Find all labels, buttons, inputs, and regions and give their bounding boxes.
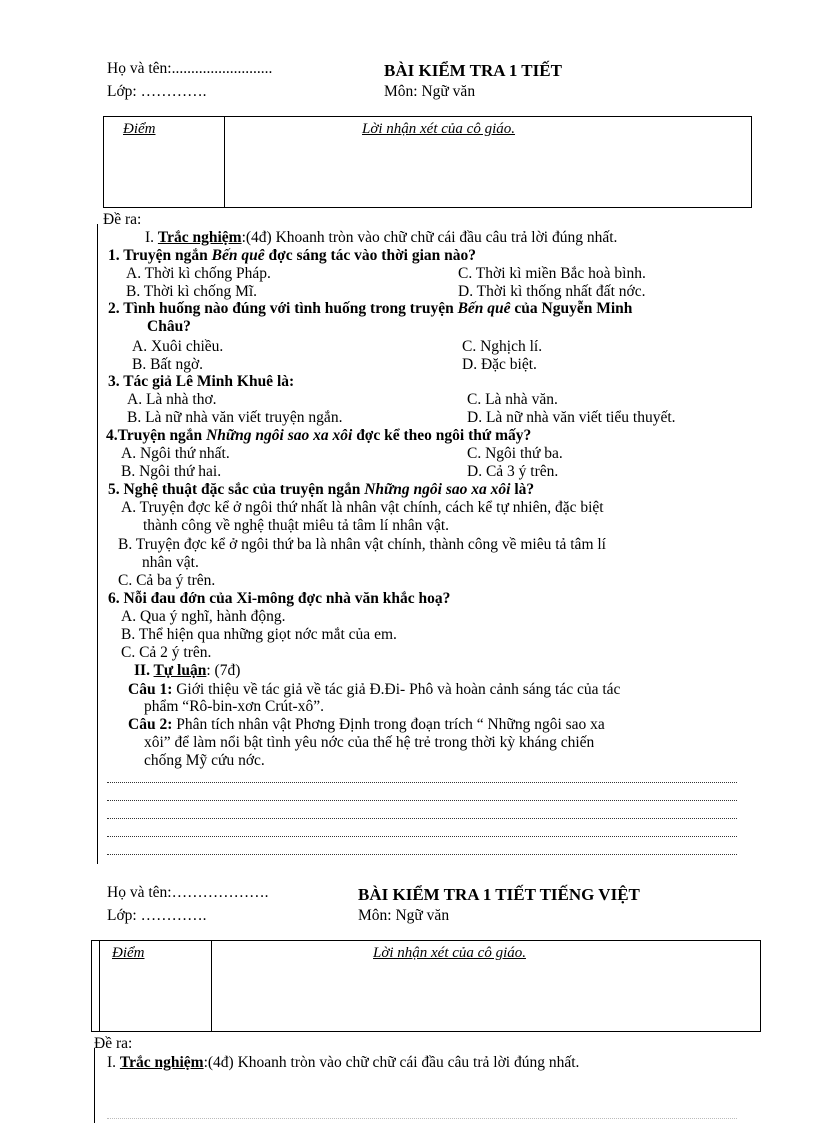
- name-label-2: Họ và tên:: [107, 884, 172, 901]
- essay-question-2-cont: xôi” để làm nổi bật tình yêu nớc của thế hệ trẻ trong thời kỳ kháng chiến: [144, 734, 595, 751]
- q2-option-a[interactable]: A. Xuôi chiều.: [132, 338, 224, 355]
- q5-option-a[interactable]: A. Truyện đợc kể ở ngôi thứ nhất là nhân vật chính, cách kể tự nhiên, đặc biệt: [121, 499, 604, 516]
- comment-header-2: Lời nhận xét của cô giáo.: [373, 945, 526, 961]
- part1-heading: I. Trắc nghiệm:(4đ) Khoanh tròn vào chữ chữ cái đầu câu trả lời đúng nhất.: [145, 229, 618, 246]
- q5-option-b-cont: nhân vật.: [142, 554, 199, 571]
- name-label: Họ và tên:: [107, 60, 172, 77]
- q6-option-c[interactable]: C. Cả 2 ý trên.: [121, 644, 212, 661]
- essay-question-2-cont2: chống Mỹ cứu nớc.: [144, 752, 265, 769]
- answer-line[interactable]: [107, 854, 737, 855]
- q1-option-b[interactable]: B. Thời kì chống Mĩ.: [126, 283, 258, 300]
- faint-line: [107, 1118, 737, 1119]
- name-line: [107, 60, 272, 77]
- de-ra-label: Đề ra:: [103, 211, 142, 228]
- question-2: 2. Tình huống nào đúng với tình huống trong truyện Bến quê của Nguyễn Minh: [108, 300, 633, 317]
- name-dots[interactable]: ..........................: [171, 60, 273, 77]
- q5-option-a-cont: thành công về nghệ thuật miêu tả tâm lí nhân vật.: [143, 517, 450, 534]
- table-divider: [224, 116, 225, 207]
- class-dots-2[interactable]: ………….: [140, 907, 207, 924]
- q6-option-a[interactable]: A. Qua ý nghĩ, hành động.: [121, 608, 286, 625]
- q2-option-d[interactable]: D. Đặc biệt.: [462, 356, 537, 373]
- essay-question-1-cont: phẩm “Rô-bin-xơn Crút-xô”.: [144, 698, 324, 715]
- q3-option-a[interactable]: A. Là nhà thơ.: [127, 391, 217, 408]
- exam-title: BÀI KIỂM TRA 1 TIẾT: [384, 61, 562, 80]
- q4-option-a[interactable]: A. Ngôi thứ nhất.: [121, 445, 230, 462]
- question-5: 5. Nghệ thuật đặc sắc của truyện ngắn Những ngôi sao xa xôi là?: [108, 481, 535, 498]
- q1-option-a[interactable]: A. Thời kì chống Pháp.: [126, 265, 271, 282]
- q1-option-d[interactable]: D. Thời kì thống nhất đất nớc.: [458, 283, 646, 300]
- answer-line[interactable]: [107, 782, 737, 783]
- class-dots[interactable]: ………….: [140, 83, 207, 100]
- margin-line: [97, 224, 98, 864]
- essay-question-2: Câu 2: Phân tích nhân vật Phơng Định trong đoạn trích “ Những ngôi sao xa: [128, 716, 605, 733]
- q4-option-c[interactable]: C. Ngôi thứ ba.: [467, 445, 563, 462]
- q3-option-c[interactable]: C. Là nhà văn.: [467, 391, 558, 408]
- essay-question-1: Câu 1: Giới thiệu về tác giả về tác giả Đ.Đi- Phô và hoàn cảnh sáng tác của tác: [128, 681, 621, 698]
- question-1: 1. Truyện ngắn Bến quê đợc sáng tác vào thời gian nào?: [108, 247, 477, 264]
- class-line: [107, 83, 206, 100]
- question-6: 6. Nỗi đau đớn của Xi-mông đợc nhà văn khắc hoạ?: [108, 590, 451, 607]
- comment-header: Lời nhận xét của cô giáo.: [362, 121, 515, 137]
- q5-option-c[interactable]: C. Cả ba ý trên.: [118, 572, 216, 589]
- q4-option-d[interactable]: D. Cả 3 ý trên.: [467, 463, 559, 480]
- part2-heading: II. Tự luận: (7đ): [134, 662, 241, 679]
- q2-option-b[interactable]: B. Bất ngờ.: [132, 356, 204, 373]
- q4-option-b[interactable]: B. Ngôi thứ hai.: [121, 463, 222, 480]
- part1-heading-2: I. Trắc nghiệm:(4đ) Khoanh tròn vào chữ chữ cái đầu câu trả lời đúng nhất.: [107, 1054, 580, 1071]
- exam-title-2: BÀI KIỂM TRA 1 TIẾT TIẾNG VIỆT: [358, 885, 640, 904]
- question-2-cont: Châu?: [147, 318, 191, 335]
- de-ra-label-2: Đề ra:: [94, 1035, 133, 1052]
- score-header-2: Điểm: [112, 945, 145, 961]
- exam-subject-2: Môn: Ngữ văn: [358, 907, 450, 924]
- question-4: 4.Truyện ngắn Những ngôi sao xa xôi đợc kể theo ngôi thứ mấy?: [106, 427, 532, 444]
- answer-line[interactable]: [107, 800, 737, 801]
- q2-option-c[interactable]: C. Nghịch lí.: [462, 338, 543, 355]
- answer-line[interactable]: [107, 836, 737, 837]
- margin-line-2: [94, 1048, 95, 1123]
- exam-subject: Môn: Ngữ văn: [384, 83, 476, 100]
- table-divider-2: [211, 940, 212, 1031]
- table-inner-line: [99, 940, 100, 1031]
- q1-option-c[interactable]: C. Thời kì miền Bắc hoà bình.: [458, 265, 646, 282]
- class-line-2: [107, 907, 206, 924]
- question-3: 3. Tác giả Lê Minh Khuê là:: [108, 373, 295, 390]
- class-label: Lớp:: [107, 83, 141, 100]
- q3-option-d[interactable]: D. Là nữ nhà văn viết tiểu thuyết.: [467, 409, 676, 426]
- answer-line[interactable]: [107, 818, 737, 819]
- name-line-2: [107, 884, 268, 901]
- score-header: Điểm: [123, 121, 156, 137]
- q6-option-b[interactable]: B. Thể hiện qua những giọt nớc mắt của em.: [121, 626, 397, 643]
- q3-option-b[interactable]: B. Là nữ nhà văn viết truyện ngắn.: [127, 409, 343, 426]
- class-label-2: Lớp:: [107, 907, 141, 924]
- name-dots-2[interactable]: ……………….: [171, 884, 269, 901]
- q5-option-b[interactable]: B. Truyện đợc kể ở ngôi thứ ba là nhân vật chính, thành công về miêu tả tâm lí: [118, 536, 606, 553]
